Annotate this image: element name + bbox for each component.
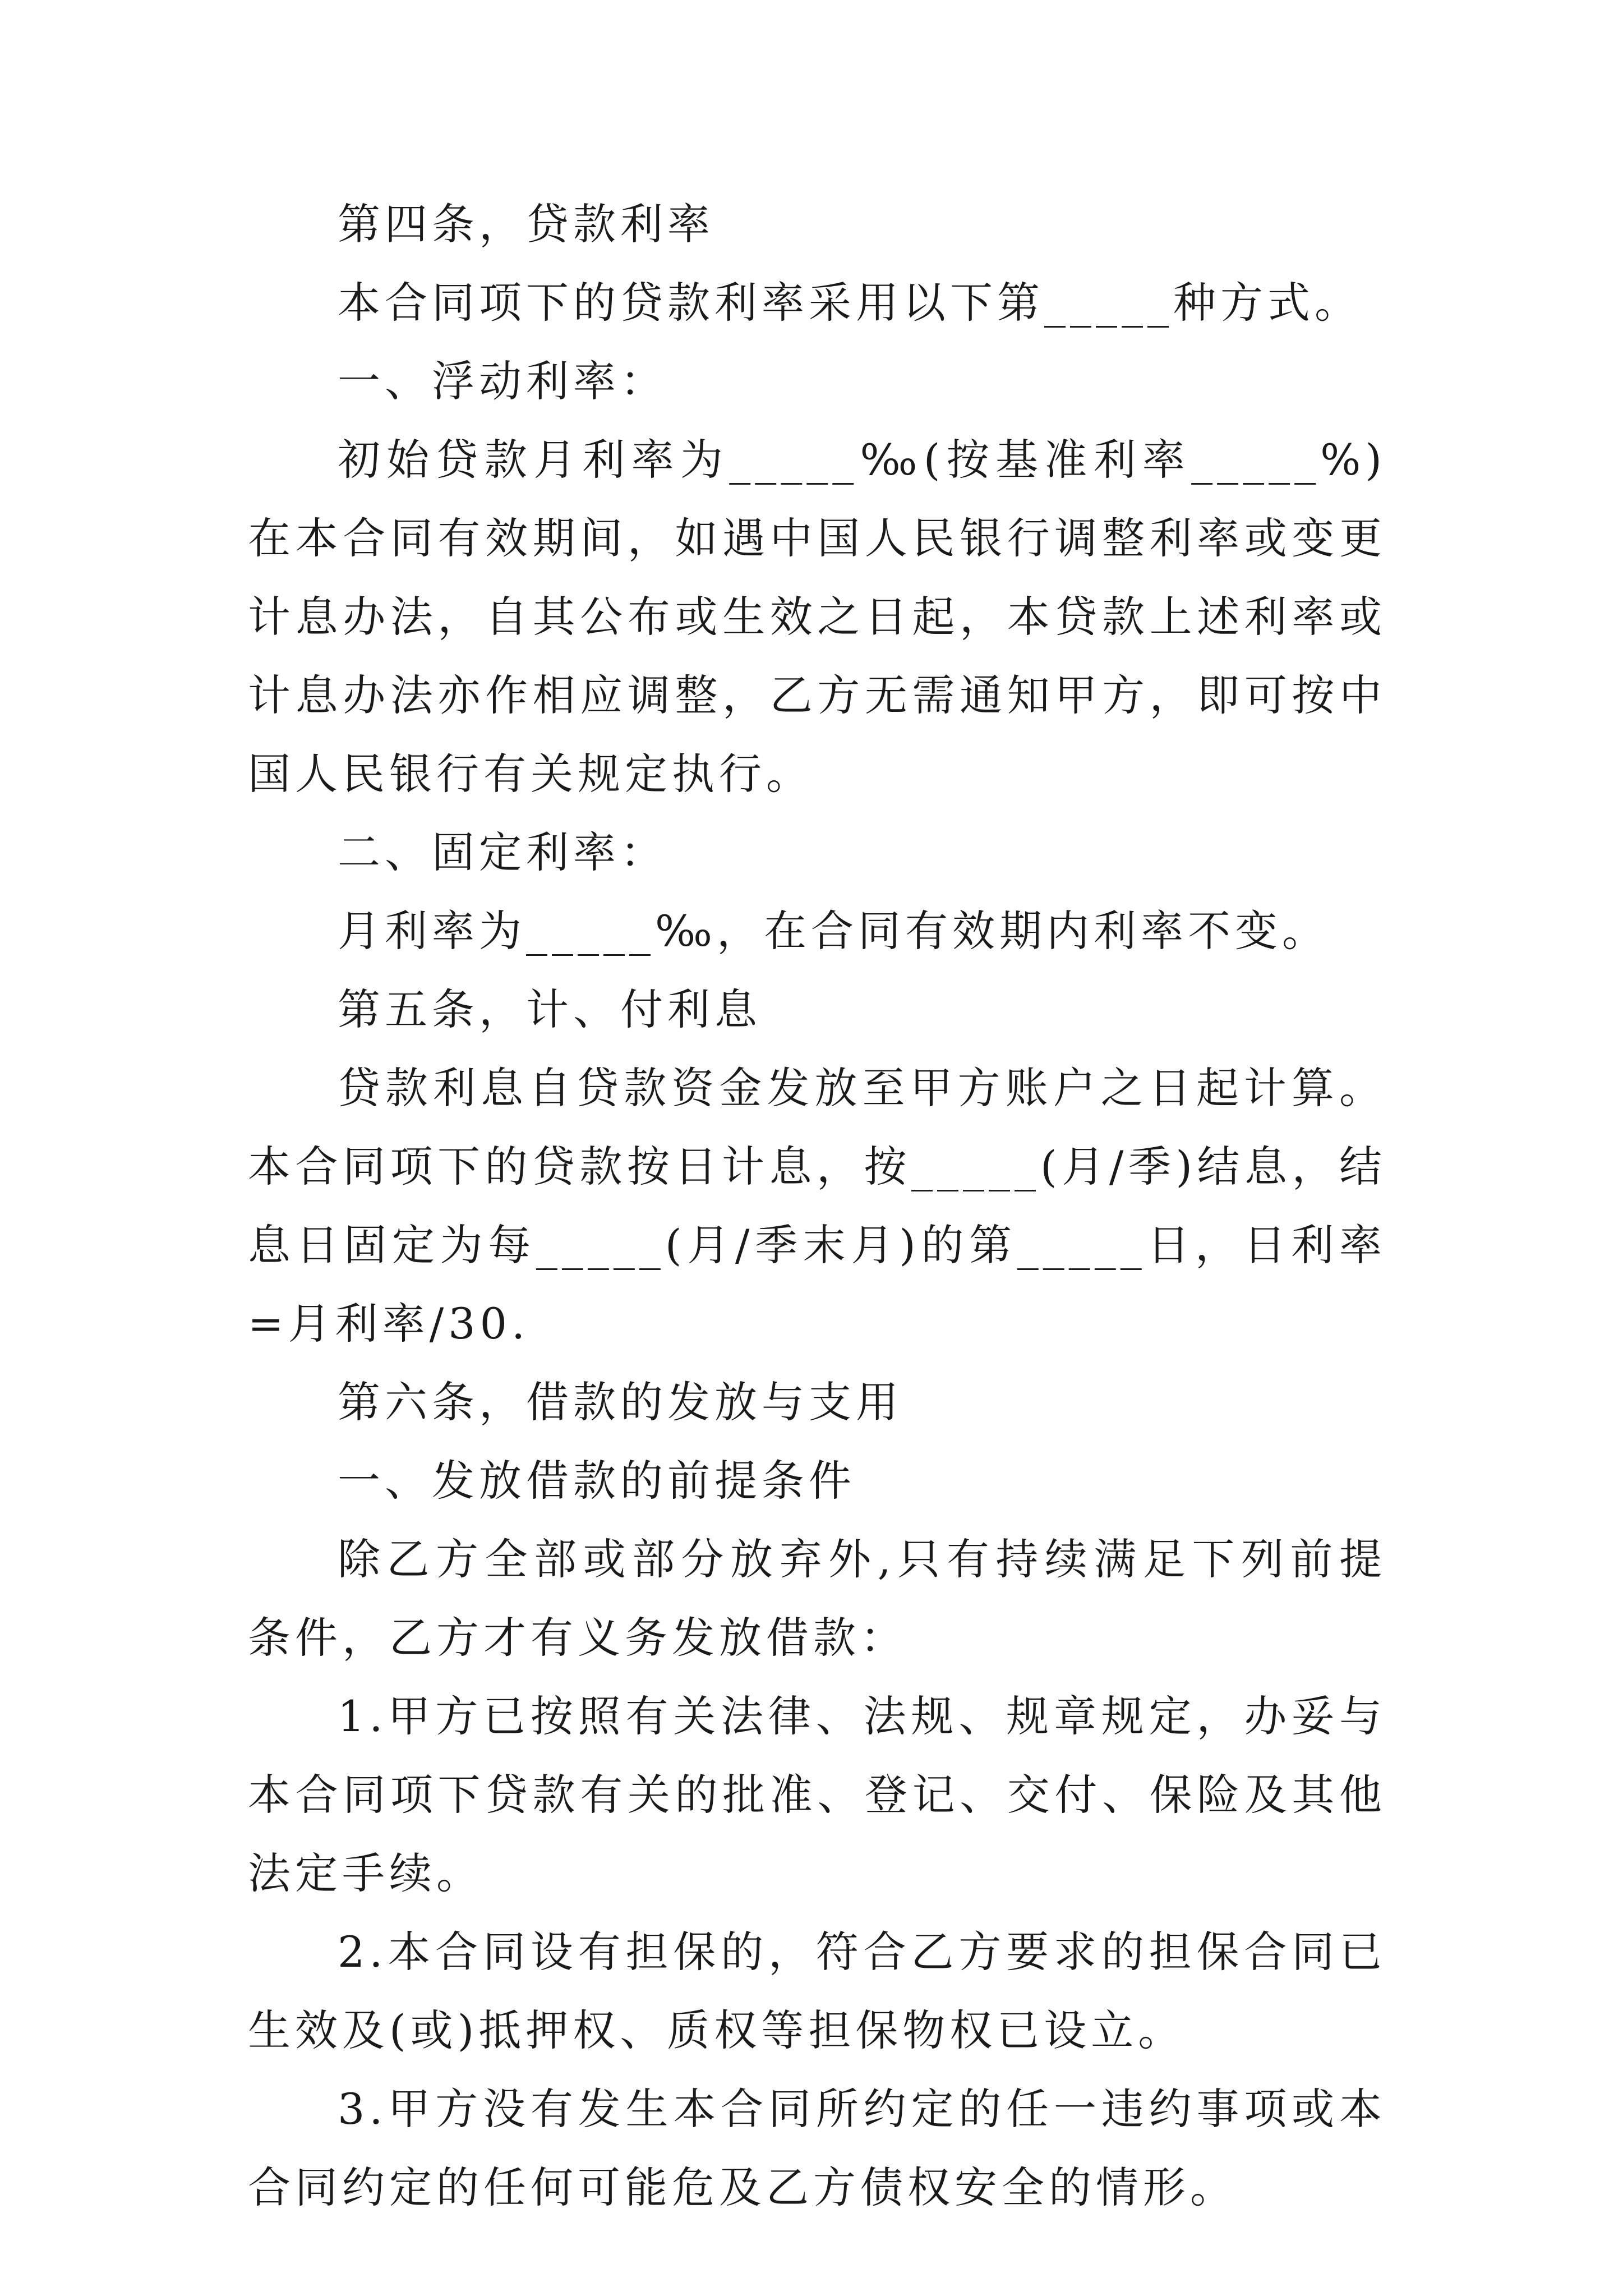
paragraph-fixed-rate: 月利率为_____‰，在合同有效期内利率不变。 bbox=[338, 906, 1329, 956]
heading-floating-rate: 一、浮动利率： bbox=[338, 356, 667, 406]
paragraph-preconditions: 除乙方全部或部分放弃外,只有持续满足下列前提条件，乙方才有义务发放借款： bbox=[248, 1534, 1386, 1663]
heading-article-4: 第四条，贷款利率 bbox=[338, 199, 714, 249]
heading-fixed-rate: 二、固定利率： bbox=[338, 827, 667, 877]
paragraph-interest: 贷款利息自贷款资金发放至甲方账户之日起计算。本合同项下的贷款按日计息，按_____(月/季)结息，结息日固定为每_____(月/季末月)的第_____日，日利率=月利率/30. bbox=[248, 1063, 1386, 1349]
heading-article-6: 第六条，借款的发放与支用 bbox=[338, 1377, 903, 1427]
paragraph-floating-rate: 初始贷款月利率为_____‰(按基准利率_____%)在本合同有效期间，如遇中国人民银行调整利率或变更计息办法，自其公布或生效之日起，本贷款上述利率或计息办法亦作相应调整，乙方无需通知甲方，即可按中国人民银行有关规定执行。 bbox=[248, 435, 1386, 799]
heading-preconditions: 一、发放借款的前提条件 bbox=[338, 1456, 856, 1506]
list-item-1: 1.甲方已按照有关法律、法规、规章规定，办妥与本合同项下贷款有关的批准、登记、交付、保险及其他法定手续。 bbox=[248, 1691, 1386, 1898]
heading-article-5: 第五条，计、付利息 bbox=[338, 984, 762, 1034]
paragraph-rate-method: 本合同项下的贷款利率采用以下第_____种方式。 bbox=[338, 278, 1362, 328]
document-body bbox=[248, 185, 1386, 2227]
list-item-3: 3.甲方没有发生本合同所约定的任一违约事项或本合同约定的任何可能危及乙方债权安全的情形。 bbox=[248, 2084, 1386, 2212]
list-item-2: 2.本合同设有担保的，符合乙方要求的担保合同已生效及(或)抵押权、质权等担保物权已设立。 bbox=[248, 1927, 1386, 2055]
